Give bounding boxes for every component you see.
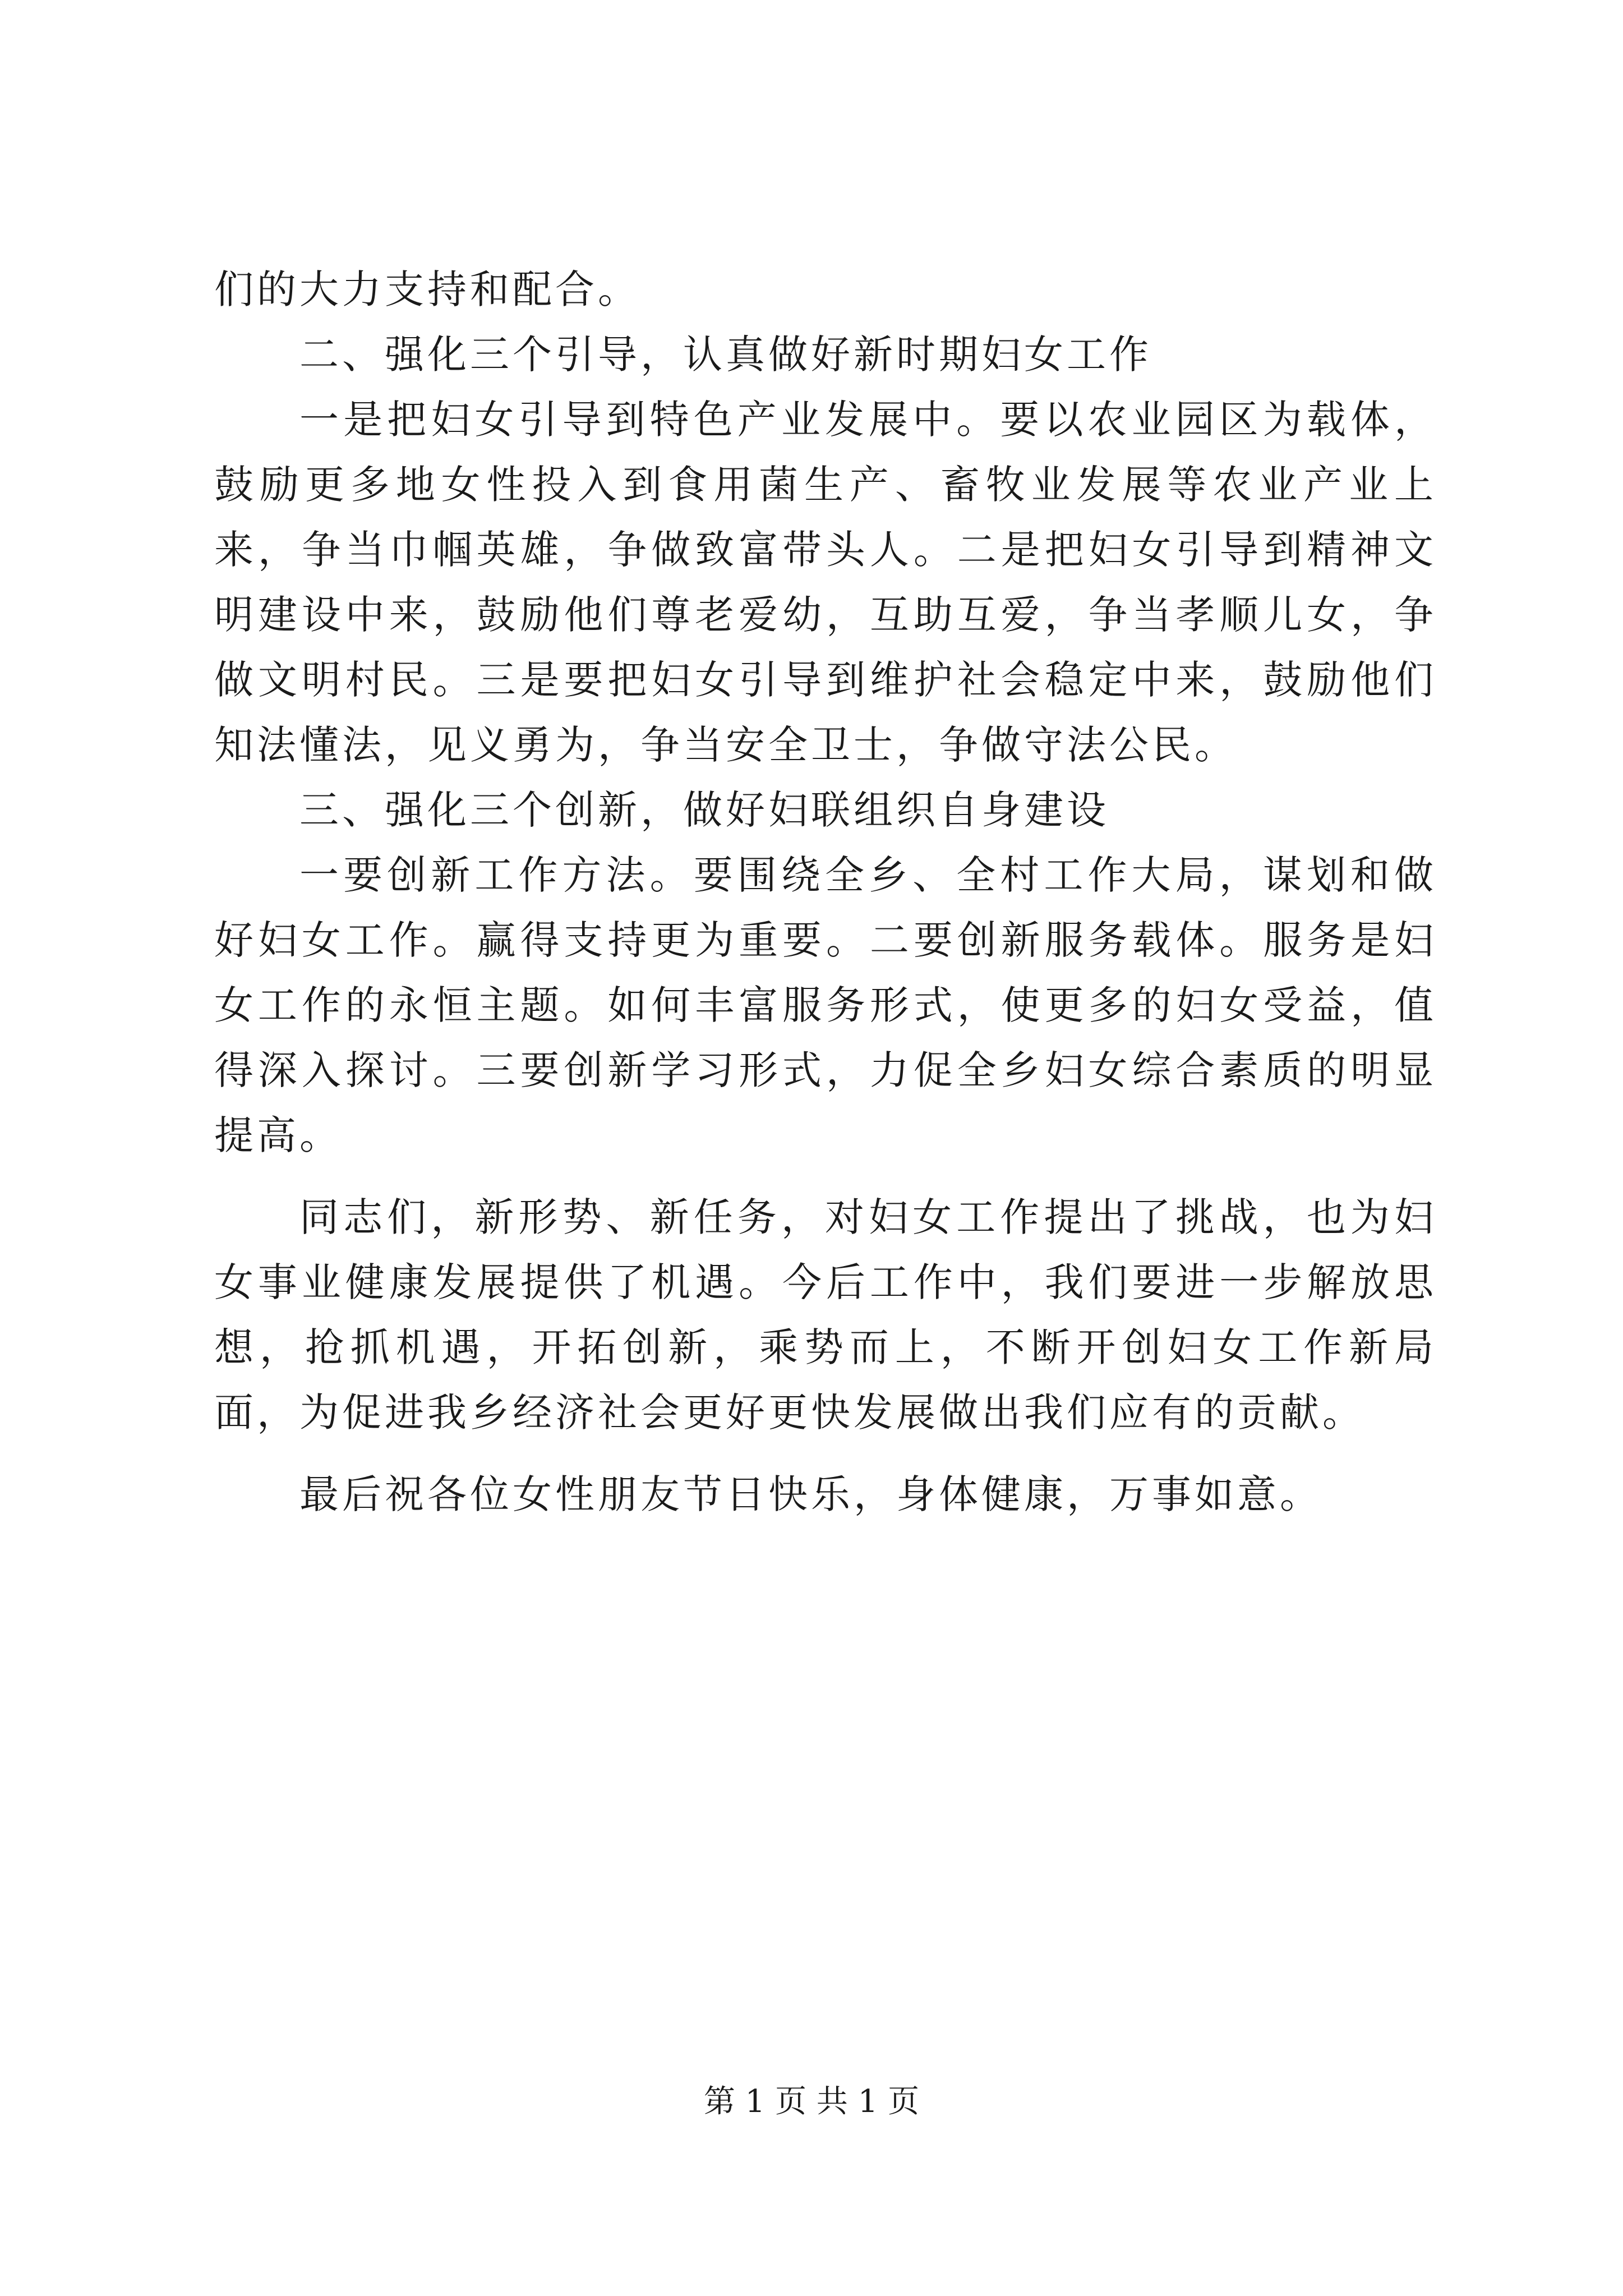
section-heading-two: 二、强化三个引导，认真做好新时期妇女工作 xyxy=(299,332,1152,378)
paragraph-conclusion: 同志们，新形势、新任务，对妇女工作提出了挑战，也为妇女事业健康发展提供了机遇。今后工作中，我们要进一步解放思想，抢抓机遇，开拓创新，乘势而上，不断开创妇女工作新局面，为促进我乡经济社会更好更快发展做出我们应有的贡献。 xyxy=(214,1194,1437,1435)
document-body xyxy=(214,257,1437,1527)
paragraph-innovation: 一要创新工作方法。要围绕全乡、全村工作大局，谋划和做好妇女工作。赢得支持更为重要。二要创新服务载体。服务是妇女工作的永恒主题。如何丰富服务形式，使更多的妇女受益，值得深入探讨。三要创新学习形式，力促全乡妇女综合素质的明显提高。 xyxy=(214,852,1437,1158)
paragraph-guidance: 一是把妇女引导到特色产业发展中。要以农业园区为载体，鼓励更多地女性投入到食用菌生产、畜牧业发展等农业产业上来，争当巾帼英雄，争做致富带头人。二是把妇女引导到精神文明建设中来，鼓励他们尊老爱幼，互助互爱，争当孝顺儿女，争做文明村民。三是要把妇女引导到维护社会稳定中来，鼓励他们知法懂法，见义勇为，争当安全卫士，争做守法公民。 xyxy=(214,397,1437,768)
paragraph-closing-wishes: 最后祝各位女性朋友节日快乐，身体健康，万事如意。 xyxy=(299,1471,1322,1517)
page-number-footer: 第 1 页 共 1 页 xyxy=(703,2083,920,2120)
paragraph-continuation: 们的大力支持和配合。 xyxy=(214,266,640,312)
section-heading-three: 三、强化三个创新，做好妇联组织自身建设 xyxy=(299,787,1109,833)
